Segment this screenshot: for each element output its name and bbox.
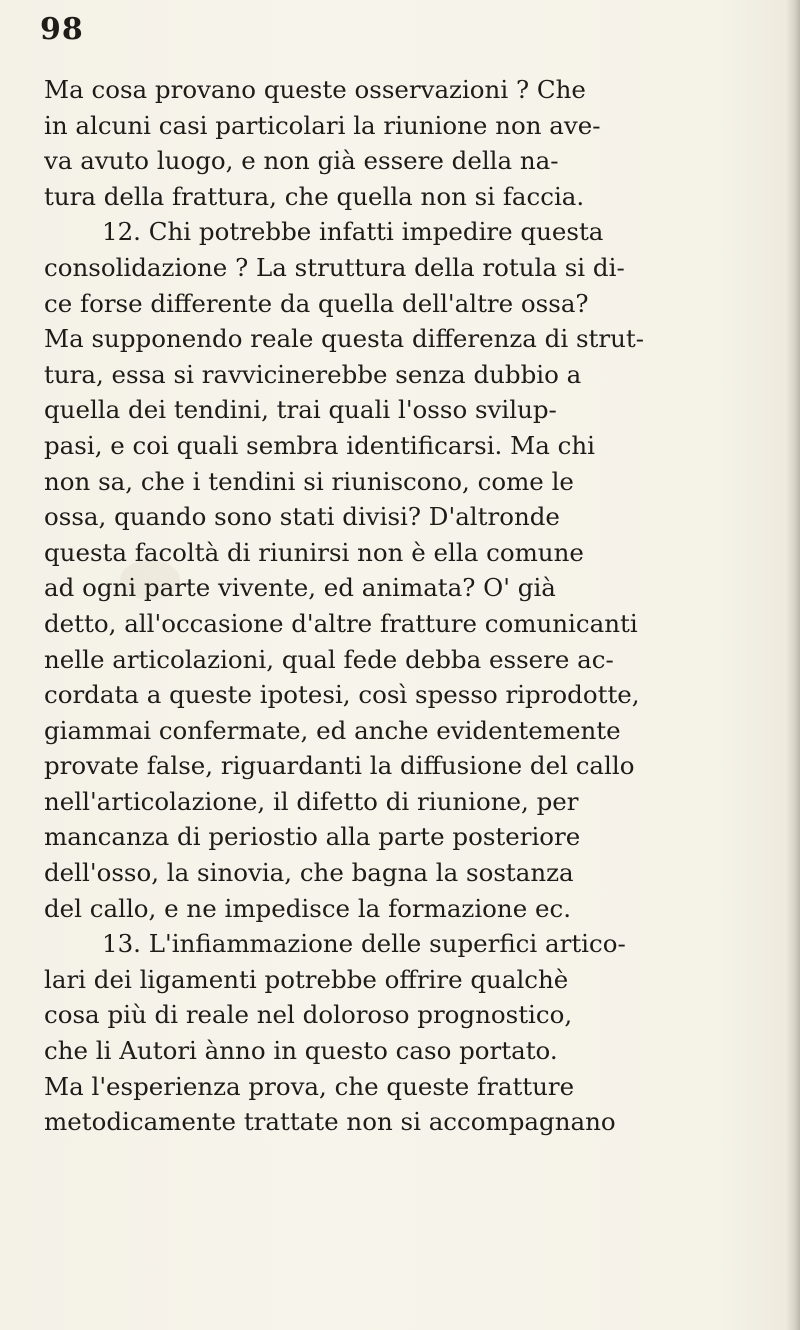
page-edge-shadow: [786, 0, 800, 1330]
text-line: tura, essa si ravvicinerebbe senza dubbio a: [44, 359, 582, 389]
body-text: [44, 72, 784, 1140]
text-line: dell'osso, la sinovia, che bagna la sostanza: [44, 858, 574, 888]
text-line: giammai confermate, ed anche evidentemente: [44, 715, 621, 745]
page-number: 98: [40, 12, 84, 47]
text-line: provate false, riguardanti la diffusione del callo: [44, 751, 635, 781]
text-line: nell'articolazione, il difetto di riunione, per: [44, 786, 579, 816]
text-line: nelle articolazioni, qual fede debba essere ac-: [44, 644, 614, 674]
text-line: cosa più di reale nel doloroso prognostico,: [44, 1000, 573, 1030]
text-line: lari dei ligamenti potrebbe offrire qualchè: [44, 964, 569, 994]
text-line: va avuto luogo, e non già essere della na-: [44, 146, 559, 176]
text-line: consolidazione ? La struttura della rotula si di-: [44, 252, 625, 282]
text-line: metodicamente trattate non si accompagnano: [44, 1107, 616, 1137]
text-line: ce forse differente da quella dell'altre ossa?: [44, 288, 589, 318]
text-line: cordata a queste ipotesi, così spesso riprodotte,: [44, 680, 640, 710]
text-line: Ma cosa provano queste osservazioni ? Che: [44, 75, 586, 104]
text-line: ad ogni parte vivente, ed animata? O' già: [44, 573, 556, 603]
text-line: che li Autori ànno in questo caso portato.: [44, 1036, 558, 1066]
paragraph-12-start: 12. Chi potrebbe infatti impedire questa: [102, 217, 604, 247]
text-line: non sa, che i tendini si riuniscono, come le: [44, 466, 574, 496]
text-line: Ma l'esperienza prova, che queste fratture: [44, 1071, 575, 1101]
text-line: quella dei tendini, trai quali l'osso svilup-: [44, 395, 557, 425]
text-line: ossa, quando sono stati divisi? D'altronde: [44, 502, 560, 532]
text-line: pasi, e coi quali sembra identificarsi. Ma chi: [44, 430, 595, 460]
text-line: detto, all'occasione d'altre fratture comunicanti: [44, 608, 638, 638]
text-line: tura della frattura, che quella non si faccia.: [44, 181, 585, 211]
text-line: questa facoltà di riunirsi non è ella comune: [44, 537, 584, 567]
text-line: Ma supponendo reale questa differenza di strut-: [44, 324, 644, 354]
text-line: del callo, e ne impedisce la formazione ec.: [44, 893, 572, 923]
text-line: mancanza di periostio alla parte posteriore: [44, 822, 581, 852]
text-line: in alcuni casi particolari la riunione non ave-: [44, 110, 601, 140]
paragraph-13-start: 13. L'infiammazione delle superfici artico-: [102, 929, 626, 959]
